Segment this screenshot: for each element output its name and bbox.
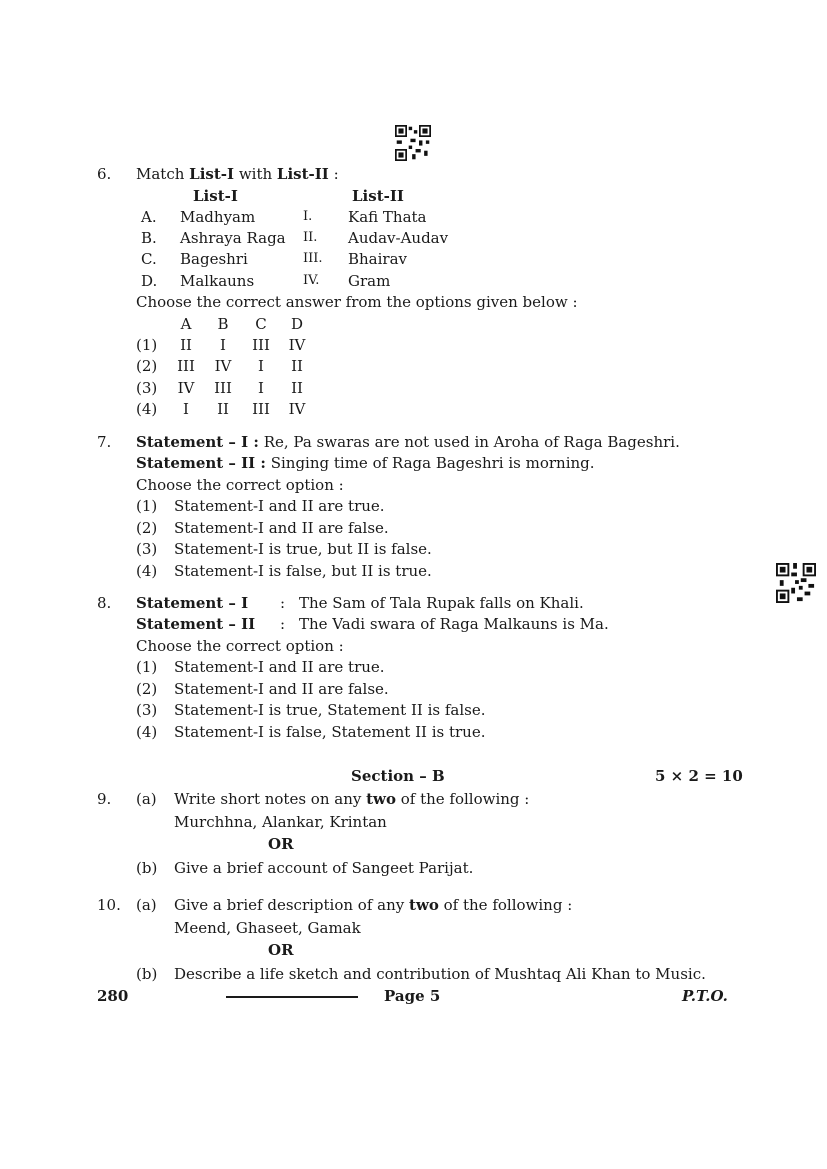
q6-option-4-num: (4) [136, 400, 158, 418]
q6-stem [136, 165, 339, 183]
q6-option-2-c: I [258, 357, 264, 375]
q10-b-label: (b) [136, 965, 158, 983]
q6-option-4-b: II [217, 400, 229, 418]
q6-stem-prefix: Match [136, 165, 190, 183]
section-b-title: Section – B [351, 767, 445, 785]
q7-option-2-text: Statement-I and II are false. [174, 519, 389, 537]
footer-page-number: Page 5 [384, 987, 441, 1005]
q6-row-d-roman: IV. [303, 273, 320, 288]
q8-option-2-text: Statement-I and II are false. [174, 680, 389, 698]
q8-number: 8. [97, 594, 112, 612]
section-b-marks: 5 × 2 = 10 [655, 767, 743, 785]
footer-pto: P.T.O. [682, 987, 728, 1005]
q6-row-b-match: Audav-Audav [348, 229, 449, 247]
q6-option-4-a: I [183, 400, 189, 418]
q7-statement-1-label: Statement – I : [136, 433, 259, 451]
q8-option-3-text: Statement-I is true, Statement II is false. [174, 701, 486, 719]
q6-option-3-d: II [291, 379, 303, 397]
q7-option-3-text: Statement-I is true, but II is false. [174, 540, 432, 558]
q6-number: 6. [97, 165, 112, 183]
q7-number: 7. [97, 433, 112, 451]
footer-code: 280 [97, 987, 129, 1005]
q9-a-text-bold: two [366, 790, 396, 808]
q10-a-text-2: of the following : [438, 896, 573, 914]
q6-choose: Choose the correct answer from the options given below : [136, 293, 578, 311]
q6-option-2-d: II [291, 357, 303, 375]
q7-option-4-num: (4) [136, 562, 158, 580]
q8-statement-1-text: The Sam of Tala Rupak falls on Khali. [299, 594, 584, 612]
q6-option-2-b: IV [214, 357, 232, 375]
footer-divider [226, 996, 358, 998]
q6-row-c-roman: III. [303, 251, 323, 266]
q6-option-3-num: (3) [136, 379, 158, 397]
q6-row-a-letter: A. [141, 208, 157, 226]
q8-statement-2-label: Statement – II [136, 615, 256, 633]
q10-a-label: (a) [136, 896, 157, 914]
q6-option-3-b: III [214, 379, 232, 397]
q6-opt-header-b: B [217, 315, 229, 333]
q6-opt-header-d: D [290, 315, 304, 333]
q7-statement-1-text: Re, Pa swaras are not used in Aroha of Raga Bageshri. [258, 433, 680, 451]
q6-opt-header-c: C [255, 315, 267, 333]
q10-a-items: Meend, Ghaseet, Gamak [174, 919, 361, 937]
q6-option-4-d: IV [288, 400, 306, 418]
q9-or: OR [268, 835, 294, 853]
side-qr-code-icon [776, 563, 816, 603]
q6-option-1-b: I [220, 336, 226, 354]
q6-row-a-match: Kafi Thata [348, 208, 427, 226]
q6-stem-colon: : [328, 165, 339, 183]
q8-statement-2-colon: : [280, 615, 286, 633]
q6-option-3-c: I [258, 379, 264, 397]
q9-a-text [174, 790, 529, 808]
q7-statement-2 [136, 454, 595, 472]
q9-b-label: (b) [136, 859, 158, 877]
q6-option-3-a: IV [177, 379, 195, 397]
q6-row-b-letter: B. [141, 229, 157, 247]
q8-choose: Choose the correct option : [136, 637, 344, 655]
q6-row-d-letter: D. [141, 272, 158, 290]
top-qr-code-icon [395, 125, 431, 161]
q7-option-1-text: Statement-I and II are true. [174, 497, 385, 515]
q6-row-b-roman: II. [303, 230, 318, 245]
q6-stem-list2: List-II [276, 165, 329, 183]
q8-option-1-text: Statement-I and II are true. [174, 658, 385, 676]
q10-a-text-bold: two [409, 896, 439, 914]
q6-option-1-a: II [180, 336, 192, 354]
q8-statement-2-text: The Vadi swara of Raga Malkauns is Ma. [299, 615, 609, 633]
q6-option-1-d: IV [288, 336, 306, 354]
q6-option-4-c: III [252, 400, 270, 418]
q6-col-header-1: List-I [193, 187, 238, 205]
q9-a-text-1: Write short notes on any [174, 790, 367, 808]
q10-number: 10. [97, 896, 121, 914]
q10-or: OR [268, 941, 294, 959]
q9-number: 9. [97, 790, 112, 808]
q7-option-2-num: (2) [136, 519, 158, 537]
q7-statement-2-text: Singing time of Raga Bageshri is morning. [265, 454, 595, 472]
q7-option-3-num: (3) [136, 540, 158, 558]
q9-a-items: Murchhna, Alankar, Krintan [174, 813, 387, 831]
q6-row-c-letter: C. [141, 250, 157, 268]
q6-option-2-a: III [177, 357, 195, 375]
q8-statement-1-colon: : [280, 594, 286, 612]
q6-stem-list1: List-I [189, 165, 235, 183]
q7-statement-1 [136, 433, 680, 451]
q6-row-a-item: Madhyam [180, 208, 256, 226]
q8-option-2-num: (2) [136, 680, 158, 698]
q7-option-1-num: (1) [136, 497, 158, 515]
q7-option-4-text: Statement-I is false, but II is true. [174, 562, 432, 580]
q6-opt-header-a: A [180, 315, 192, 333]
q6-col-header-2: List-II [352, 187, 404, 205]
q8-option-4-num: (4) [136, 723, 158, 741]
q8-option-4-text: Statement-I is false, Statement II is true. [174, 723, 486, 741]
q6-option-1-num: (1) [136, 336, 158, 354]
q10-a-text [174, 896, 572, 914]
q6-row-b-item: Ashraya Raga [180, 229, 286, 247]
q6-stem-with: with [234, 165, 277, 183]
q6-row-a-roman: I. [303, 209, 313, 224]
q10-a-text-1: Give a brief description of any [174, 896, 410, 914]
q6-row-d-item: Malkauns [180, 272, 255, 290]
q9-a-label: (a) [136, 790, 157, 808]
q6-option-2-num: (2) [136, 357, 158, 375]
q6-row-c-item: Bageshri [180, 250, 248, 268]
q6-option-1-c: III [252, 336, 270, 354]
q9-b-text: Give a brief account of Sangeet Parijat. [174, 859, 474, 877]
q8-statement-1-label: Statement – I [136, 594, 249, 612]
q7-statement-2-label: Statement – II : [136, 454, 266, 472]
q7-choose: Choose the correct option : [136, 476, 344, 494]
q10-b-text: Describe a life sketch and contribution of Mushtaq Ali Khan to Music. [174, 965, 706, 983]
q8-option-1-num: (1) [136, 658, 158, 676]
q9-a-text-2: of the following : [395, 790, 530, 808]
q8-option-3-num: (3) [136, 701, 158, 719]
q6-row-c-match: Bhairav [348, 250, 408, 268]
q6-row-d-match: Gram [348, 272, 391, 290]
